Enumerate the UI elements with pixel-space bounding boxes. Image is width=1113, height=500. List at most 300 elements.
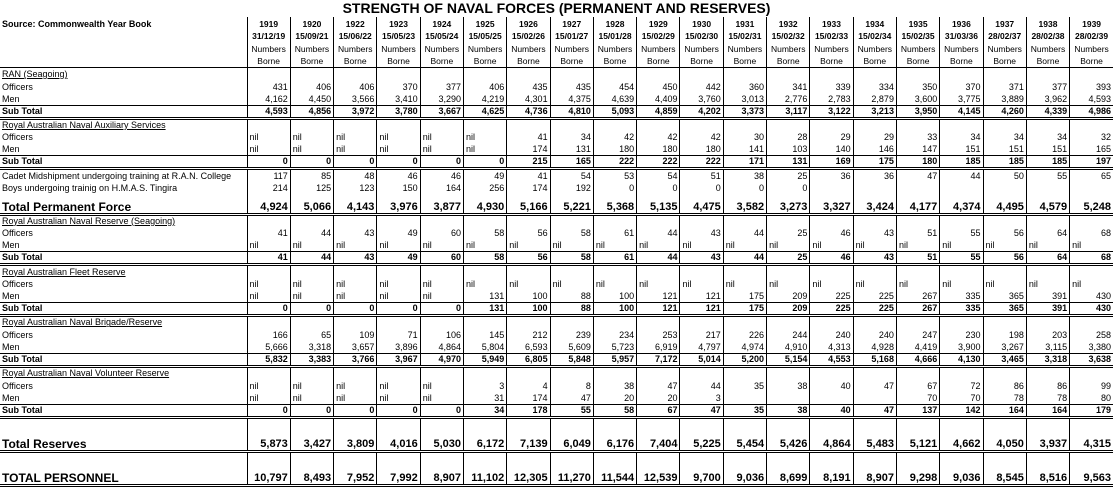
value-cell (1070, 118, 1113, 131)
value-cell: 3,809 (334, 431, 377, 451)
value-cell (896, 366, 939, 379)
value-cell: 391 (1026, 303, 1069, 316)
value-cell: 0 (377, 303, 420, 316)
value-cell: 164 (1026, 404, 1069, 417)
value-cell: 3,122 (810, 105, 853, 118)
value-cell: 67 (637, 404, 680, 417)
header-numbers: Numbers (507, 42, 550, 55)
value-cell: 28 (767, 131, 810, 144)
value-cell (420, 316, 463, 329)
value-cell (940, 451, 983, 465)
value-cell (507, 316, 550, 329)
value-cell: 43 (334, 227, 377, 240)
value-cell: 175 (723, 303, 766, 316)
header-numbers: Numbers (680, 42, 723, 55)
value-cell: 179 (1070, 404, 1113, 417)
value-cell (1026, 67, 1069, 80)
value-cell (334, 366, 377, 379)
value-cell (810, 417, 853, 431)
value-cell: 3,962 (1026, 93, 1069, 106)
value-cell: 4,130 (940, 353, 983, 366)
value-cell: 3,775 (940, 93, 983, 106)
value-cell: 88 (550, 303, 593, 316)
value-cell: nil (810, 278, 853, 291)
value-cell: 4,450 (290, 93, 333, 106)
row-label: Total Reserves (0, 431, 247, 451)
value-cell: 68 (1070, 252, 1113, 265)
table-row (0, 417, 1113, 431)
value-cell: 0 (334, 303, 377, 316)
value-cell: 431 (247, 80, 290, 93)
value-cell: 38 (767, 379, 810, 392)
value-cell: 36 (853, 169, 896, 182)
value-cell (680, 265, 723, 278)
value-cell: 47 (853, 379, 896, 392)
value-cell: 214 (247, 182, 290, 195)
date-header: 28/02/37 (983, 30, 1026, 43)
table-row (0, 143, 1113, 156)
value-cell (420, 417, 463, 431)
value-cell: 180 (896, 156, 939, 169)
value-cell: nil (983, 278, 1026, 291)
value-cell: 46 (377, 169, 420, 182)
header-numbers: Numbers (247, 42, 290, 55)
value-cell (593, 118, 636, 131)
value-cell: nil (290, 239, 333, 252)
value-cell (853, 118, 896, 131)
value-cell: 123 (334, 182, 377, 195)
value-cell: 5,723 (593, 341, 636, 354)
row-label: Royal Australian Fleet Reserve (2, 266, 126, 277)
value-cell (1070, 182, 1113, 195)
value-cell (896, 451, 939, 465)
value-cell (1026, 316, 1069, 329)
value-cell: 339 (810, 80, 853, 93)
value-cell: 54 (637, 169, 680, 182)
date-header: 15/01/28 (593, 30, 636, 43)
date-header: 15/05/23 (377, 30, 420, 43)
value-cell (767, 366, 810, 379)
value-cell (593, 316, 636, 329)
value-cell (983, 451, 1026, 465)
value-cell (377, 451, 420, 465)
value-cell: 100 (507, 303, 550, 316)
value-cell: 46 (420, 169, 463, 182)
value-cell (463, 417, 506, 431)
header-borne: Borne (1026, 55, 1069, 68)
value-cell: 0 (637, 182, 680, 195)
header-year-row (0, 17, 1113, 30)
value-cell: nil (377, 290, 420, 303)
value-cell: 61 (593, 252, 636, 265)
value-cell: 43 (680, 227, 723, 240)
value-cell: 25 (767, 169, 810, 182)
value-cell: 103 (767, 143, 810, 156)
value-cell: 40 (810, 404, 853, 417)
value-cell: 47 (637, 379, 680, 392)
value-cell (290, 417, 333, 431)
value-cell: 3,465 (983, 353, 1026, 366)
value-cell: 3,657 (334, 341, 377, 354)
date-header: 15/02/29 (637, 30, 680, 43)
value-cell (637, 214, 680, 227)
value-cell: 51 (680, 169, 723, 182)
value-cell (853, 392, 896, 405)
table-row (0, 239, 1113, 252)
value-cell (420, 214, 463, 227)
value-cell: 253 (637, 328, 680, 341)
value-cell: 151 (1026, 143, 1069, 156)
header-numbers: Numbers (550, 42, 593, 55)
value-cell: 4,810 (550, 105, 593, 118)
value-cell: 55 (940, 252, 983, 265)
row-label: Men (2, 144, 20, 155)
value-cell: 11,270 (550, 465, 593, 485)
value-cell (420, 265, 463, 278)
value-cell (723, 118, 766, 131)
value-cell: 3,290 (420, 93, 463, 106)
date-header: 15/09/21 (290, 30, 333, 43)
value-cell: 121 (637, 303, 680, 316)
value-cell: 360 (723, 80, 766, 93)
value-cell: nil (767, 278, 810, 291)
header-numbers: Numbers (810, 42, 853, 55)
value-cell (550, 316, 593, 329)
value-cell: 121 (680, 303, 723, 316)
row-label: Sub Total (0, 252, 247, 265)
value-cell: 3,766 (334, 353, 377, 366)
value-cell: 121 (637, 290, 680, 303)
value-cell: nil (334, 290, 377, 303)
header-numbers: Numbers (723, 42, 766, 55)
value-cell: 146 (853, 143, 896, 156)
value-cell (723, 366, 766, 379)
value-cell (290, 451, 333, 465)
header-borne: Borne (290, 55, 333, 68)
header-borne: Borne (247, 55, 290, 68)
value-cell: 145 (463, 328, 506, 341)
value-cell (247, 316, 290, 329)
value-cell: 54 (550, 169, 593, 182)
value-cell: 226 (723, 328, 766, 341)
value-cell: 3,566 (334, 93, 377, 106)
value-cell: 5,609 (550, 341, 593, 354)
value-cell: nil (334, 278, 377, 291)
value-cell: 4,593 (1070, 93, 1113, 106)
total-row (0, 194, 1113, 214)
value-cell: 25 (767, 227, 810, 240)
subtotal-row (0, 303, 1113, 316)
value-cell (896, 265, 939, 278)
header-borne: Borne (637, 55, 680, 68)
value-cell (1026, 265, 1069, 278)
value-cell: 53 (593, 169, 636, 182)
value-cell (853, 366, 896, 379)
row-label (0, 417, 247, 431)
value-cell (810, 118, 853, 131)
table-row (0, 93, 1113, 106)
value-cell (637, 451, 680, 465)
value-cell: 178 (507, 404, 550, 417)
value-cell: 5,368 (593, 194, 636, 214)
value-cell: 3,889 (983, 93, 1026, 106)
value-cell: 10,797 (247, 465, 290, 485)
value-cell: nil (507, 239, 550, 252)
value-cell (983, 182, 1026, 195)
value-cell: 225 (810, 290, 853, 303)
value-cell: 70 (896, 392, 939, 405)
value-cell: nil (377, 278, 420, 291)
value-cell (593, 214, 636, 227)
header-date-row (0, 30, 1113, 43)
value-cell: 3,267 (983, 341, 1026, 354)
subtotal-row (0, 156, 1113, 169)
value-cell (983, 67, 1026, 80)
value-cell (723, 316, 766, 329)
value-cell: 4,662 (940, 431, 983, 451)
value-cell: nil (247, 278, 290, 291)
value-cell (767, 451, 810, 465)
header-numbers: Numbers (1026, 42, 1069, 55)
year-header: 1931 (723, 17, 766, 30)
value-cell: 4,797 (680, 341, 723, 354)
value-cell: 217 (680, 328, 723, 341)
value-cell (593, 366, 636, 379)
value-cell: 8,907 (420, 465, 463, 485)
value-cell: 203 (1026, 328, 1069, 341)
value-cell: 198 (983, 328, 1026, 341)
value-cell: 4 (507, 379, 550, 392)
value-cell: 8,545 (983, 465, 1026, 485)
value-cell: nil (247, 239, 290, 252)
value-cell: nil (940, 239, 983, 252)
value-cell: 117 (247, 169, 290, 182)
value-cell: 258 (1070, 328, 1113, 341)
value-cell: 175 (853, 156, 896, 169)
value-cell: 0 (290, 156, 333, 169)
value-cell: nil (940, 278, 983, 291)
date-header: 15/02/34 (853, 30, 896, 43)
value-cell (723, 265, 766, 278)
row-label: RAN (Seagoing) (2, 68, 68, 79)
row-label: Officers (2, 228, 33, 239)
header-numbers: Numbers (420, 42, 463, 55)
value-cell: 60 (420, 252, 463, 265)
year-header: 1919 (247, 17, 290, 30)
value-cell: 35 (723, 379, 766, 392)
value-cell (853, 214, 896, 227)
value-cell (853, 417, 896, 431)
value-cell: 0 (334, 404, 377, 417)
value-cell: 5,154 (767, 353, 810, 366)
value-cell (377, 417, 420, 431)
value-cell (810, 265, 853, 278)
value-cell: 32 (1070, 131, 1113, 144)
value-cell: 70 (940, 392, 983, 405)
value-cell: 12,539 (637, 465, 680, 485)
value-cell: 41 (247, 252, 290, 265)
value-cell: 5,248 (1070, 194, 1113, 214)
value-cell: 371 (983, 80, 1026, 93)
value-cell (680, 366, 723, 379)
value-cell: 44 (723, 227, 766, 240)
value-cell: 131 (463, 290, 506, 303)
row-label: Officers (2, 380, 33, 391)
header-borne: Borne (593, 55, 636, 68)
header-borne: Borne (377, 55, 420, 68)
value-cell: 7,992 (377, 465, 420, 485)
value-cell: 11,102 (463, 465, 506, 485)
value-cell (290, 265, 333, 278)
header-borne-row (0, 55, 1113, 68)
value-cell: 3,318 (1026, 353, 1069, 366)
year-header: 1934 (853, 17, 896, 30)
value-cell (1026, 451, 1069, 465)
value-cell: 3,900 (940, 341, 983, 354)
value-cell: 3,582 (723, 194, 766, 214)
value-cell: 180 (680, 143, 723, 156)
value-cell: 3,780 (377, 105, 420, 118)
value-cell (940, 67, 983, 80)
value-cell: 406 (334, 80, 377, 93)
value-cell (377, 67, 420, 80)
value-cell: 212 (507, 328, 550, 341)
value-cell: 4,736 (507, 105, 550, 118)
value-cell: 86 (983, 379, 1026, 392)
value-cell: 44 (290, 227, 333, 240)
value-cell (983, 214, 1026, 227)
row-label: Sub Total (0, 105, 247, 118)
value-cell: 5,066 (290, 194, 333, 214)
value-cell (896, 214, 939, 227)
date-header: 31/03/36 (940, 30, 983, 43)
value-cell (983, 366, 1026, 379)
header-borne: Borne (896, 55, 939, 68)
value-cell (593, 417, 636, 431)
total-row (0, 431, 1113, 451)
value-cell (983, 265, 1026, 278)
value-cell (983, 118, 1026, 131)
header-borne: Borne (767, 55, 810, 68)
value-cell: 4,495 (983, 194, 1026, 214)
value-cell: 8,516 (1026, 465, 1069, 485)
date-header: 28/02/38 (1026, 30, 1069, 43)
value-cell: 0 (593, 182, 636, 195)
value-cell: 4,639 (593, 93, 636, 106)
value-cell (853, 451, 896, 465)
value-cell (1070, 316, 1113, 329)
value-cell (507, 417, 550, 431)
value-cell: nil (680, 239, 723, 252)
value-cell: 142 (940, 404, 983, 417)
value-cell: 3,318 (290, 341, 333, 354)
table-row (0, 227, 1113, 240)
value-cell (680, 67, 723, 80)
value-cell: 0 (247, 404, 290, 417)
value-cell: nil (290, 290, 333, 303)
value-cell (1026, 214, 1069, 227)
value-cell (680, 316, 723, 329)
value-cell: 0 (723, 182, 766, 195)
row-label: Men (2, 240, 20, 251)
section-header-row (0, 67, 1113, 80)
value-cell: 3 (463, 379, 506, 392)
value-cell: 4,864 (420, 341, 463, 354)
value-cell: nil (377, 143, 420, 156)
value-cell: 3,213 (853, 105, 896, 118)
value-cell: 58 (550, 227, 593, 240)
value-cell (593, 451, 636, 465)
year-header: 1925 (463, 17, 506, 30)
value-cell: 3,972 (334, 105, 377, 118)
value-cell: 43 (853, 252, 896, 265)
value-cell: 4,315 (1070, 431, 1113, 451)
value-cell: 5,454 (723, 431, 766, 451)
row-label: Sub Total (0, 353, 247, 366)
value-cell: nil (334, 143, 377, 156)
value-cell: 7,952 (334, 465, 377, 485)
value-cell (680, 451, 723, 465)
value-cell: 141 (723, 143, 766, 156)
value-cell: 44 (680, 379, 723, 392)
row-label: Cadet Midshipment undergoing training at R.A.N. College (2, 170, 232, 181)
value-cell: 72 (940, 379, 983, 392)
source-note: Source: Commonwealth Year Book (2, 18, 152, 29)
value-cell: 64 (1026, 252, 1069, 265)
value-cell (853, 182, 896, 195)
header-borne: Borne (463, 55, 506, 68)
value-cell: 80 (1070, 392, 1113, 405)
value-cell (377, 366, 420, 379)
value-cell (290, 214, 333, 227)
value-cell: 3,967 (377, 353, 420, 366)
header-borne: Borne (940, 55, 983, 68)
value-cell: 36 (810, 169, 853, 182)
value-cell (767, 417, 810, 431)
value-cell (507, 214, 550, 227)
value-cell: 4,260 (983, 105, 1026, 118)
value-cell: nil (334, 239, 377, 252)
value-cell: 222 (593, 156, 636, 169)
value-cell: 222 (637, 156, 680, 169)
value-cell (377, 316, 420, 329)
value-cell: nil (463, 239, 506, 252)
value-cell: 85 (290, 169, 333, 182)
value-cell: 174 (507, 143, 550, 156)
value-cell (550, 214, 593, 227)
spreadsheet (0, 17, 1113, 487)
empty-cell (0, 30, 247, 43)
value-cell: 3,273 (767, 194, 810, 214)
value-cell: 5,221 (550, 194, 593, 214)
value-cell: nil (593, 239, 636, 252)
value-cell: 60 (420, 227, 463, 240)
value-cell: 41 (247, 227, 290, 240)
row-label: Officers (2, 132, 33, 143)
value-cell (550, 366, 593, 379)
value-cell: 100 (593, 290, 636, 303)
value-cell: nil (290, 143, 333, 156)
value-cell (1070, 214, 1113, 227)
value-cell: 234 (593, 328, 636, 341)
value-cell: 49 (463, 169, 506, 182)
value-cell (637, 118, 680, 131)
value-cell: 58 (593, 404, 636, 417)
value-cell: 8,907 (853, 465, 896, 485)
value-cell: 41 (507, 169, 550, 182)
value-cell: 4,202 (680, 105, 723, 118)
value-cell: nil (420, 131, 463, 144)
